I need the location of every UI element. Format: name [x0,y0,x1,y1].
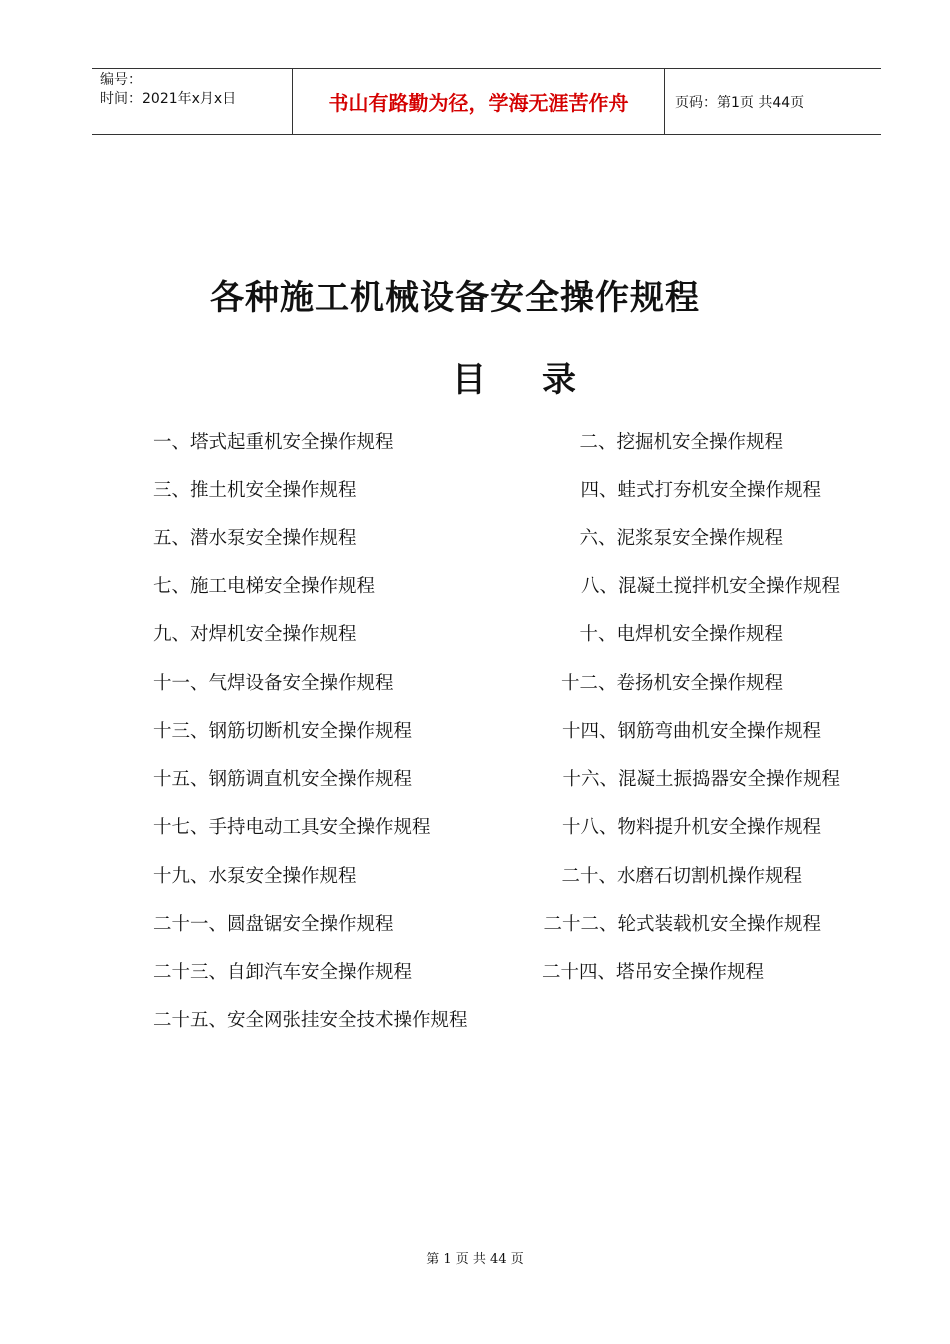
header-motto: 书山有路勤为径，学海无涯苦作舟 [293,69,665,134]
toc-entry[interactable]: 五、潜水泵安全操作规程 [153,528,357,549]
toc-entry[interactable]: 七、施工电梯安全操作规程 [153,576,376,597]
toc-entry[interactable]: 十三、钢筋切断机安全操作规程 [153,721,413,742]
toc-entry[interactable]: 十四、钢筋弯曲机安全操作规程 [561,721,821,742]
toc-entry[interactable]: 三、推土机安全操作规程 [153,480,357,501]
toc-entry[interactable]: 一、塔式起重机安全操作规程 [153,432,394,453]
toc-entry[interactable]: 十五、钢筋调直机安全操作规程 [153,769,413,790]
toc-entry[interactable]: 二十五、安全网张挂安全技术操作规程 [153,1010,468,1031]
toc-entry[interactable]: 二十一、圆盘锯安全操作规程 [153,914,394,935]
toc-row [0,1006,950,1042]
toc-entry[interactable]: 二十四、塔吊安全操作规程 [541,962,764,983]
header-meta [92,69,293,134]
toc-entry[interactable]: 二十、水磨石切割机操作规程 [561,866,802,887]
page-footer: 第 1 页 共 44 页 [426,1252,524,1267]
toc-row [0,958,950,994]
toc-entry[interactable]: 九、对焊机安全操作规程 [153,624,357,645]
toc-entry[interactable]: 二十三、自卸汽车安全操作规程 [153,962,413,983]
document-title: 各种施工机械设备安全操作规程 [210,278,700,318]
toc-row [0,620,950,656]
toc-entry[interactable]: 十七、手持电动工具安全操作规程 [153,817,431,838]
toc-entry[interactable]: 四、蛙式打夯机安全操作规程 [580,480,821,501]
toc-entry[interactable]: 十、电焊机安全操作规程 [579,624,783,645]
toc-row [0,717,950,753]
toc-heading-char-1: 目 [452,360,486,400]
toc-row [0,910,950,946]
toc-row [0,428,950,464]
page-header [92,68,881,135]
toc-entry[interactable]: 十二、卷扬机安全操作规程 [560,673,783,694]
serial-label: 编号： [100,72,142,88]
toc-row [0,572,950,608]
toc-entry[interactable]: 二、挖掘机安全操作规程 [579,432,783,453]
toc-row [0,669,950,705]
toc-entry[interactable]: 十九、水泵安全操作规程 [153,866,357,887]
toc-row [0,476,950,512]
toc-entry[interactable]: 十八、物料提升机安全操作规程 [561,817,821,838]
toc-entry[interactable]: 八、混凝土搅拌机安全操作规程 [580,576,840,597]
toc-entry[interactable]: 二十二、轮式装载机安全操作规程 [543,914,821,935]
header-page-info: 页码：第1页 共44页 [675,94,805,111]
toc-row [0,813,950,849]
toc-entry[interactable]: 十一、气焊设备安全操作规程 [153,673,394,694]
time-label: 时间：2021年x月x日 [100,91,237,107]
toc-heading [452,352,576,401]
toc-row [0,524,950,560]
toc-row [0,862,950,898]
toc-heading-char-2: 录 [542,360,576,400]
toc-entry[interactable]: 十六、混凝土振捣器安全操作规程 [562,769,840,790]
toc-row [0,765,950,801]
toc-entry[interactable]: 六、泥浆泵安全操作规程 [579,528,783,549]
